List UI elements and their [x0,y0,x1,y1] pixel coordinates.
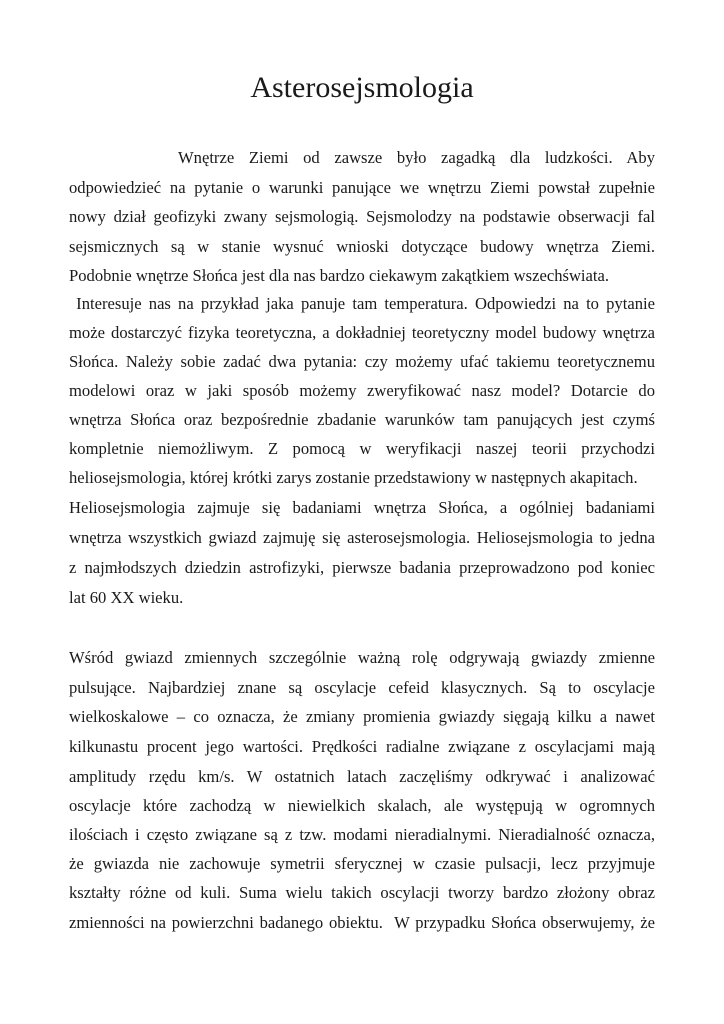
paragraph-line: może dostarczyć fizyka teoretyczna, a dokładniej teoretyczny model budowy wnętrza [69,323,655,342]
paragraph-line: że gwiazda nie zachowuje symetrii sferycznej w czasie pulsacji, lecz przyjmuje [69,854,655,873]
paragraph-line: Wnętrze Ziemi od zawsze było zagadką dla ludzkości. Aby [178,148,655,167]
paragraph-line: kilkunastu procent jego wartości. Prędkości radialne związane z oscylacjami mają [69,737,655,756]
paragraph-line: kształty różne od kuli. Suma wielu takich oscylacji tworzy bardzo złożony obraz [69,883,655,902]
paragraph-line: lat 60 XX wieku. [69,588,184,607]
paragraph-line: sejsmicznych są w stanie wysnuć wnioski dotyczące budowy wnętrza Ziemi. [69,237,655,256]
paragraph-line: nowy dział geofizyki zwany sejsmologią. Sejsmolodzy na podstawie obserwacji fal [69,207,655,226]
paragraph-line: z najmłodszych dziedzin astrofizyki, pierwsze badania przeprowadzono pod koniec [69,558,655,577]
paragraph-line: zmienności na powierzchni badanego obiektu. W przypadku Słońca obserwujemy, że [69,913,655,932]
paragraph-line: oscylacje które zachodzą w niewielkich skalach, ale występują w ogromnych [69,796,655,815]
paragraph-line: kompletnie niemożliwym. Z pomocą w weryfikacji naszej teorii przychodzi [69,439,655,458]
paragraph-line: pulsujące. Najbardziej znane są oscylacje cefeid klasycznych. Są to oscylacje [69,678,655,697]
paragraph-line: ilościach i często związane są z tzw. modami nieradialnymi. Nieradialność oznacza, [69,825,655,844]
paragraph-line: Heliosejsmologia zajmuje się badaniami wnętrza Słońca, a ogólniej badaniami [69,498,655,517]
paragraph-line: Wśród gwiazd zmiennych szczególnie ważną rolę odgrywają gwiazdy zmienne [69,648,655,667]
paragraph-line: heliosejsmologia, której krótki zarys zostanie przedstawiony w następnych akapitach. [69,468,638,487]
paragraph-line: Podobnie wnętrze Słońca jest dla nas bardzo ciekawym zakątkiem wszechświata. [69,266,610,285]
paragraph-line: wielkoskalowe – co oznacza, że zmiany promienia gwiazdy sięgają kilku a nawet [69,707,655,726]
paragraph-line: wnętrza wszystkich gwiazd zajmuję się asterosejsmologia. Heliosejsmologia to jedna [69,528,655,547]
paragraph-line: odpowiedzieć na pytanie o warunki panujące we wnętrzu Ziemi powstał zupełnie [69,178,655,197]
document-title: Asterosejsmologia [250,71,474,104]
paragraph-line: Interesuje nas na przykład jaka panuje tam temperatura. Odpowiedzi na to pytanie [69,294,655,313]
paragraph-line: Słońca. Należy sobie zadać dwa pytania: czy możemy ufać takiemu teoretycznemu [69,352,655,371]
paragraph-line: wnętrza Słońca oraz bezpośrednie zbadanie warunków tam panujących jest czymś [69,410,655,429]
paragraph-line: modelowi oraz w jaki sposób możemy zweryfikować nasz model? Dotarcie do [69,381,655,400]
paragraph-line: amplitudy rzędu km/s. W ostatnich latach zaczęliśmy odkrywać i analizować [69,767,655,786]
